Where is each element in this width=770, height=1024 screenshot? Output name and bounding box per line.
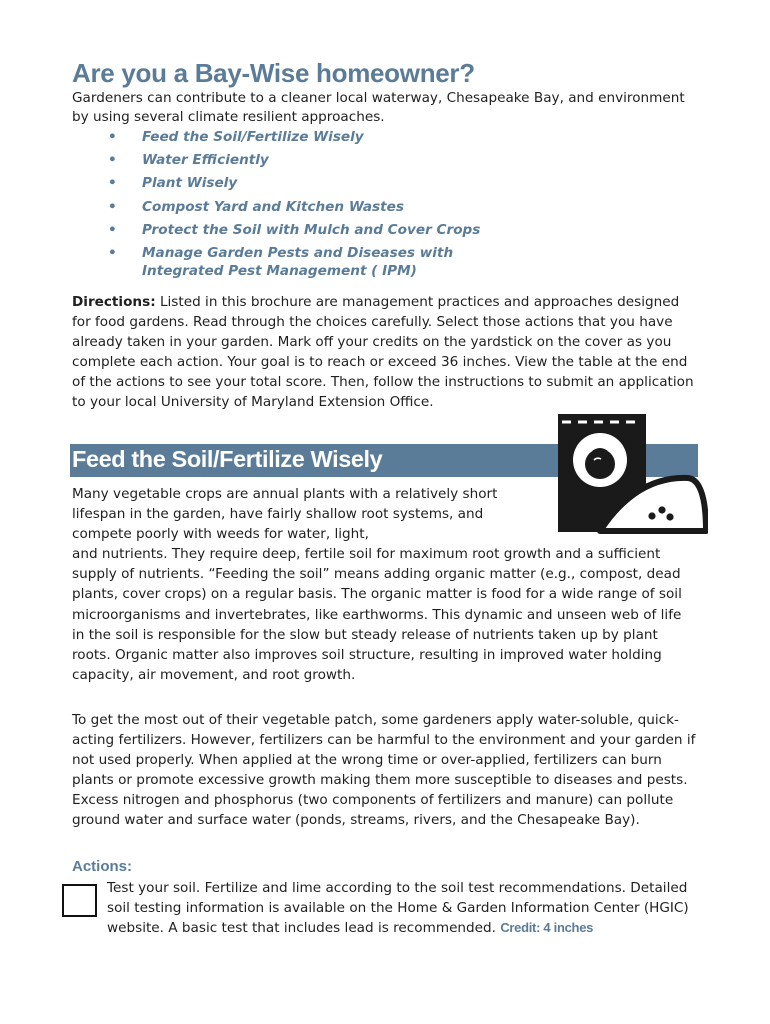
- action-item-text: Test your soil. Fertilize and lime according to the soil test recommendations. Detailed soil testing information is available on the Home & Garden Information Center (HGIC) website. A basic test that includes lead is recommended.: [107, 880, 689, 936]
- section-paragraph-1-wrap: Many vegetable crops are annual plants with a relatively short lifespan in the garden, have fairly shallow root systems, and compete poorly with weeds for water, light,: [72, 486, 498, 543]
- bullet-icon: •: [108, 152, 117, 169]
- directions-paragraph: [72, 292, 702, 413]
- bullet-icon: •: [108, 244, 117, 261]
- bullet-icon: •: [108, 198, 117, 215]
- section-title: Feed the Soil/Fertilize Wisely: [72, 446, 383, 472]
- page-title: Are you a Bay-Wise homeowner?: [72, 58, 475, 88]
- bullet-icon: •: [108, 129, 117, 145]
- intro-paragraph: Gardeners can contribute to a cleaner local waterway, Chesapeake Bay, and environment by using several climate resilient approaches.: [72, 90, 685, 125]
- section-paragraph-1: [72, 484, 694, 685]
- section-paragraph-2: To get the most out of their vegetable patch, some gardeners apply water-soluble, quick-acting fertilizers. However, fertilizers can be harmful to the environment and your garden if not used properly. When applied at the wrong time or over-applied, fertilizers can burn plants or promote excessive growth making them more susceptible to diseases and pests. Excess nitrogen and phosphorus (two components of fertilizers and manure) can pollute ground water and surface water (ponds, streams, rivers, and the Chesapeake Bay).: [72, 712, 696, 829]
- directions-text: Listed in this brochure are management practices and approaches designed for food gardens. Read through the choices carefully. Select those actions that you have already taken in your garden. Mark off your credits on the yardstick on the cover as you complete each action. Your goal is to reach or exceed 36 inches. View the table at the end of the actions to see your total score. Then, follow the instructions to submit an application to your local University of Maryland Extension Office.: [72, 294, 694, 411]
- approaches-list: [108, 128, 528, 286]
- list-item: • Plant Wisely: [108, 175, 238, 192]
- credit-label: Credit: 4 inches: [500, 920, 594, 935]
- list-item: • Compost Yard and Kitchen Wastes: [108, 198, 404, 215]
- list-item: • Feed the Soil/Fertilize Wisely: [108, 129, 364, 145]
- action-checkbox[interactable]: [62, 884, 97, 917]
- list-item: • Manage Garden Pests and Diseases with Integrated Pest Management ( IPM): [108, 244, 454, 280]
- list-item: • Water Efficiently: [108, 152, 269, 169]
- bullet-icon: •: [108, 175, 117, 192]
- directions-label: Directions:: [72, 294, 156, 310]
- list-item: • Protect the Soil with Mulch and Cover Crops: [108, 221, 481, 238]
- section-paragraph-1-rest: and nutrients. They require deep, fertile soil for maximum root growth and a sufficient supply of nutrients. “Feeding the soil” means adding organic matter (e.g., compost, dead plants, cover crops) on a regular basis. The organic matter is food for a wide range of soil microorganisms and invertebrates, like earthworms. This dynamic and unseen web of life in the soil is responsible for the slow but steady release of nutrients taken up by plant roots. Organic matter also improves soil structure, resulting in improved water holding capacity, air movement, and root growth.: [72, 546, 682, 683]
- action-item: [107, 879, 707, 939]
- bullet-icon: •: [108, 221, 117, 238]
- actions-heading: Actions:: [72, 858, 132, 875]
